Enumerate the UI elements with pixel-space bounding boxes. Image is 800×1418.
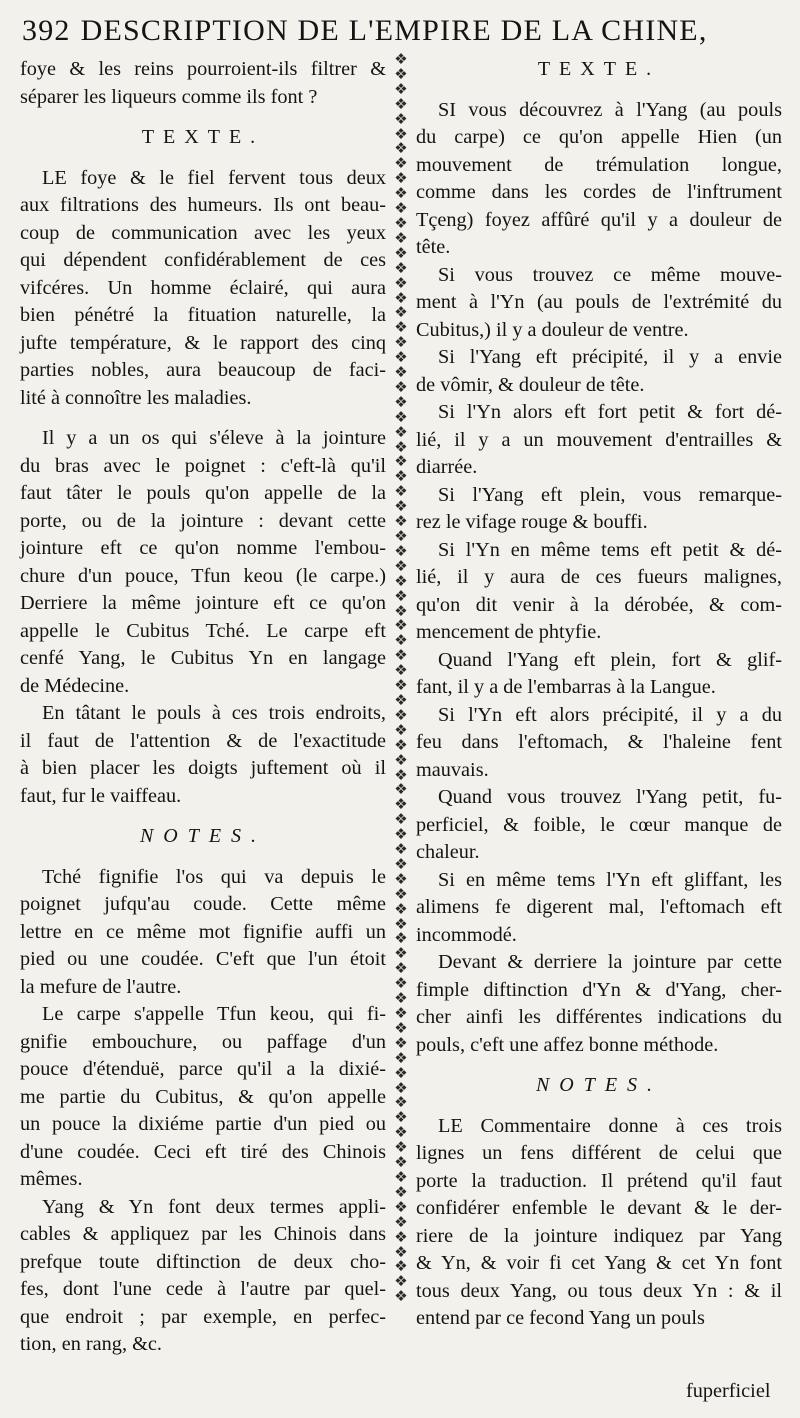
text-line: jufte température, & le rapport des cinq	[20, 331, 386, 354]
text-line: Si en même tems l'Yn eft gliffant, les	[438, 868, 782, 891]
text-line: & Yn, & voir fi cet Yang & cet Yn font	[416, 1252, 782, 1274]
text-line: séparer les liqueurs comme ils font ?	[20, 85, 318, 108]
text-line: chaleur.	[416, 841, 480, 863]
text-line: à bien placer les doigts juftement où il	[20, 757, 386, 779]
text-line: cher ainfi les différentes indications du	[416, 1006, 782, 1028]
text-line: ment à l'Yn (au pouls de l'extrémité du	[416, 291, 782, 313]
paragraph	[416, 537, 782, 647]
text-line: Quand vous trouvez l'Yang petit, fu-	[438, 786, 782, 808]
text-line: aux filtrations des humeurs. Ils ont beau-	[20, 194, 386, 216]
paragraph	[416, 344, 782, 399]
page-number: 392	[22, 14, 71, 47]
paragraph	[20, 700, 386, 810]
text-line: la mefure de l'autre.	[20, 975, 182, 998]
text-line: cables & appliquez par les Chinois dans	[20, 1223, 386, 1245]
text-line: tête.	[416, 236, 451, 258]
text-line: Le carpe s'appelle Tfun keou, qui fi-	[42, 1003, 386, 1025]
text-line: Si l'Yang eft précipité, il y a envie	[438, 346, 782, 368]
running-header	[22, 14, 782, 54]
section-heading-texte: TEXTE.	[141, 126, 265, 148]
text-line: fimple diftinction d'Yn & d'Yang, cher-	[416, 978, 782, 1001]
text-line: mencement de phtyfie.	[416, 621, 602, 643]
text-line: comme dans les cordes de l'inftrument	[416, 181, 782, 203]
text-line: de vômir, & douleur de tête.	[416, 373, 645, 396]
text-line: bien pénétré la fituation naturelle, la	[20, 304, 386, 326]
text-line: prefque toute diftinction de deux cho-	[20, 1250, 386, 1273]
paragraph	[416, 482, 782, 537]
text-line: Yang & Yn font deux termes appli-	[42, 1195, 386, 1218]
section-heading-texte: TEXTE.	[537, 58, 661, 80]
text-line: lié, il y aura de ces fueurs malignes,	[416, 566, 782, 588]
text-line: Tçeng) foyez affûré qu'il y a douleur de	[416, 208, 782, 231]
paragraph	[20, 165, 386, 413]
text-line: Si l'Yn en même tems eft petit & dé-	[438, 538, 782, 561]
text-line: d'une coudée. Ceci eft tiré des Chinois	[20, 1140, 386, 1163]
text-line: mouvement de trémulation longue,	[416, 153, 782, 176]
paragraph	[20, 864, 386, 1002]
left-column	[20, 56, 386, 1359]
paragraph	[416, 97, 782, 262]
text-line: gnifie embouchure, ou paffage d'un	[20, 1030, 386, 1053]
text-line: du carpe) ce qu'on appelle Hien (un	[416, 126, 782, 148]
text-line: qui dépendent confidérablement de ces	[20, 249, 386, 271]
text-line: riere de la jointure indiquez par Yang	[416, 1224, 782, 1247]
text-line: tion, en rang, &c.	[20, 1333, 162, 1355]
text-line: Derriere la même jointure eft ce qu'on	[20, 592, 386, 614]
paragraph	[416, 399, 782, 482]
paragraph	[416, 647, 782, 702]
text-line: de Médecine.	[20, 674, 130, 697]
running-title: DESCRIPTION DE L'EMPIRE DE LA CHINE,	[80, 14, 708, 47]
text-line: Si l'Yn alors eft fort petit & fort dé-	[438, 401, 782, 423]
text-line: porte, ou de la jointure : devant cette	[20, 509, 386, 532]
text-line: appelle le Cubitus Tché. Le carpe eft	[20, 619, 386, 642]
text-line: Si l'Yang eft plein, vous remarque-	[438, 483, 782, 506]
paragraph	[416, 262, 782, 345]
text-line: rez le vifage rouge & bouffi.	[416, 511, 648, 533]
text-line: lettre en ce même mot fignifie auffi un	[20, 920, 386, 943]
paragraph	[416, 784, 782, 867]
text-line: pouls, c'eft une affez bonne méthode.	[416, 1033, 719, 1056]
text-line: il faut de l'attention & de l'exactitude	[20, 729, 386, 752]
text-line: porte la traduction. Il prétend qu'il faut	[416, 1169, 782, 1192]
text-line: fes, dont l'une cede à l'autre par quel-	[20, 1278, 386, 1300]
text-line: vifcéres. Un homme éclairé, qui aura	[20, 276, 386, 299]
text-line: Si l'Yn eft alors précipité, il y a du	[438, 703, 782, 726]
text-line: poignet jufqu'au coude. Cette même	[20, 893, 386, 915]
text-line: coup de communication avec les yeux	[20, 221, 386, 244]
text-line: Cubitus,) il y a douleur de ventre.	[416, 318, 689, 341]
text-line: LE foye & le fiel fervent tous deux	[42, 166, 386, 189]
text-line: du bras avec le poignet : c'eft-là qu'il	[20, 454, 386, 477]
text-line: chure d'un pouce, Tfun keou (le carpe.)	[20, 564, 386, 587]
paragraph	[416, 867, 782, 950]
paragraph	[416, 949, 782, 1059]
paragraph	[20, 1001, 386, 1194]
text-line: En tâtant le pouls à ces trois endroits,	[42, 702, 386, 724]
paragraph	[20, 425, 386, 700]
section-heading-notes: NOTES.	[139, 825, 267, 847]
text-line: feu dans l'eftomach, & l'haleine fent	[416, 731, 782, 753]
text-line: incommodé.	[416, 923, 517, 946]
column-separator-ornament: ❖ ❖ ❖ ❖ ❖ ❖ ❖ ❖ ❖ ❖ ❖ ❖ ❖ ❖ ❖ ❖ ❖ ❖ ❖ ❖ ❖ ❖ ❖ ❖ ❖ ❖ ❖ ❖ ❖ ❖ ❖ ❖ ❖ ❖ ❖ ❖ ❖ ❖ ❖ ❖ ❖ ❖ ❖ ❖ ❖ ❖ ❖ ❖ ❖ ❖ ❖ ❖ ❖ ❖ ❖ ❖ ❖ ❖ ❖ ❖ ❖ ❖ ❖ ❖ ❖ ❖ ❖ ❖ ❖ ❖ ❖ ❖ ❖ ❖ ❖ ❖ ❖ ❖ ❖ ❖ ❖ ❖ ❖ ❖	[394, 52, 408, 1306]
right-column	[416, 56, 782, 1333]
paragraph	[20, 56, 386, 111]
text-line: Il y a un os qui s'éleve à la jointure	[42, 427, 386, 449]
text-line: LE Commentaire donne à ces trois	[438, 1114, 782, 1137]
text-line: parties nobles, aura beaucoup de faci-	[20, 359, 386, 381]
paragraph	[20, 1194, 386, 1359]
text-line: me partie du Cubitus, & qu'on appelle	[20, 1085, 386, 1108]
text-line: un pouce la dixiéme partie d'un pied ou	[20, 1113, 386, 1135]
text-line: pouce d'étenduë, parce qu'il a la dixié-	[20, 1058, 386, 1080]
text-line: confidérer enfemble le devant & le der-	[416, 1197, 782, 1219]
text-line: fant, il y a de l'embarras à la Langue.	[416, 676, 716, 698]
text-line: Devant & derriere la jointure par cette	[438, 951, 782, 973]
text-line: mêmes.	[20, 1168, 83, 1190]
text-line: diarrée.	[416, 456, 478, 478]
text-line: que endroit ; par exemple, en perfec-	[20, 1305, 386, 1328]
text-line: faut tâter le pouls qu'on appelle de la	[20, 482, 386, 504]
text-line: Quand l'Yang eft plein, fort & glif-	[438, 648, 782, 671]
text-line: entend par ce fecond Yang un pouls	[416, 1307, 705, 1329]
text-line: perficiel, & foible, le cœur manque de	[416, 813, 782, 836]
text-line: SI vous découvrez à l'Yang (au pouls	[438, 98, 782, 121]
paragraph	[416, 1113, 782, 1333]
text-line: lité à connoître les maladies.	[20, 386, 252, 409]
text-line: qu'on dit venir à la dérobée, & com-	[416, 593, 782, 616]
text-line: lignes un fens différent de celui que	[416, 1142, 782, 1164]
section-heading-notes: NOTES.	[535, 1074, 663, 1096]
text-line: foye & les reins pourroient-ils filtrer &	[20, 58, 386, 80]
text-line: Tché fignifie l'os qui va depuis le	[42, 865, 386, 888]
text-line: pied ou une coudée. C'eft que l'un étoit	[20, 948, 386, 970]
text-line: Si vous trouvez ce même mouve-	[438, 263, 782, 286]
text-line: lié, il y a un mouvement d'entrailles &	[416, 428, 782, 451]
text-line: tous deux Yang, ou tous deux Yn : & il	[416, 1279, 782, 1302]
text-line: mauvais.	[416, 758, 489, 781]
text-line: alimens fe digerent mal, l'eftomach eft	[416, 896, 782, 918]
text-line: cenfé Yang, le Cubitus Yn en langage	[20, 647, 386, 669]
catchword: fuperficiel	[686, 1380, 771, 1402]
text-line: jointure eft ce qu'on nomme l'embou-	[20, 537, 386, 559]
text-line: faut, fur le vaiffeau.	[20, 784, 182, 807]
paragraph	[416, 702, 782, 785]
